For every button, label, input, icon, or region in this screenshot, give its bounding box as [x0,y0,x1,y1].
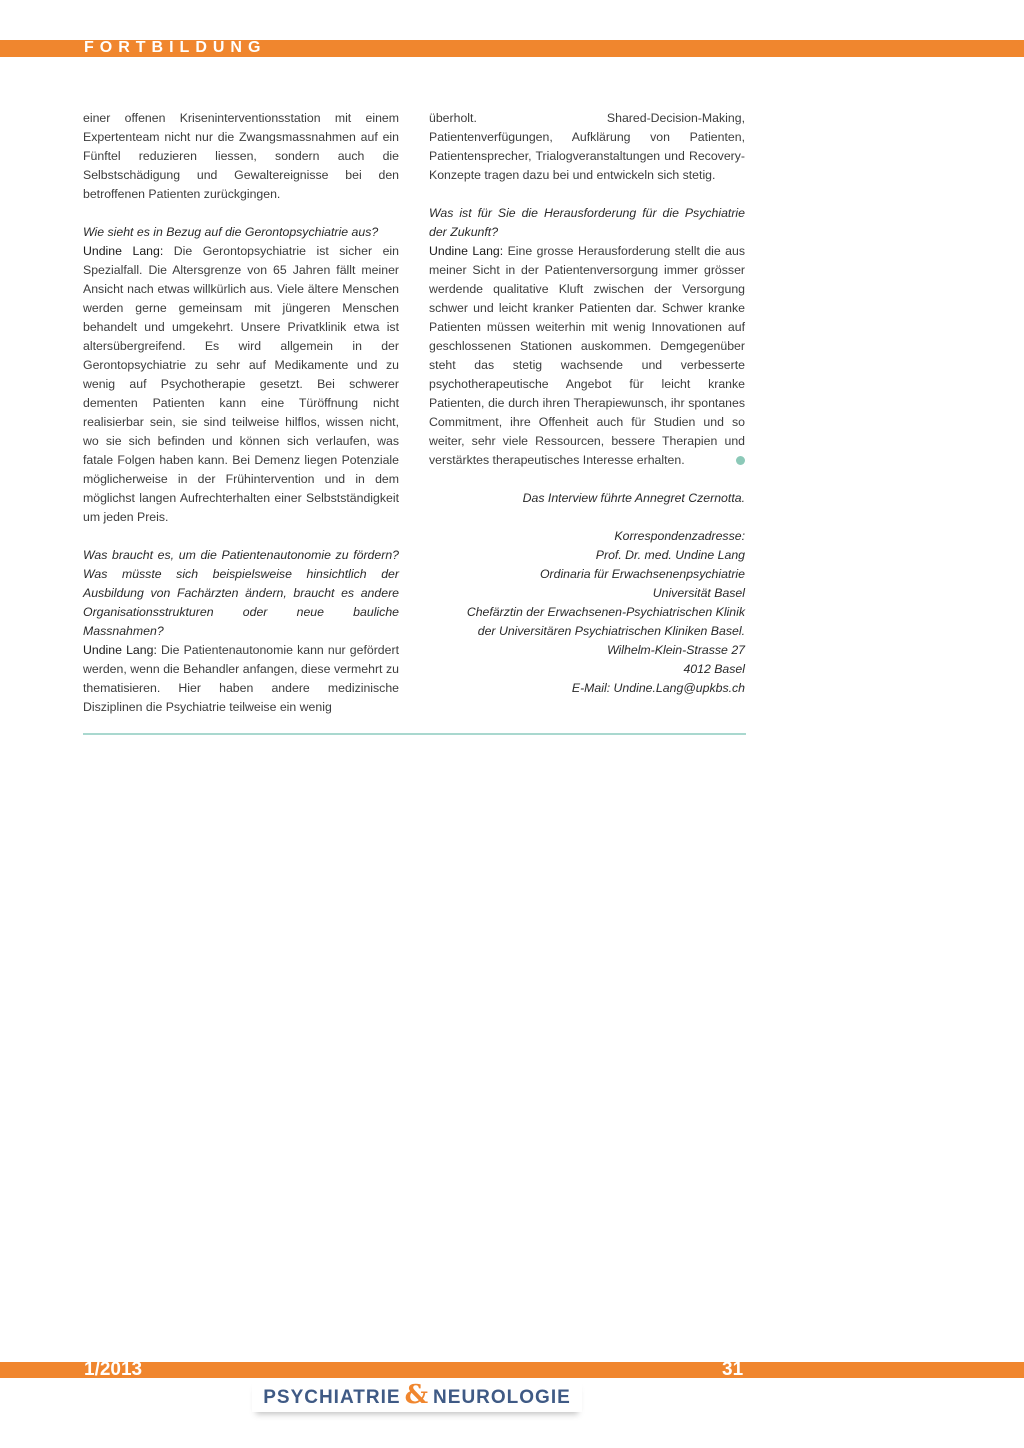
contact-line: Ordinaria für Erwachsenenpsychiatrie [539,567,745,581]
speaker-name: Undine Lang: [429,244,504,258]
contact-line: Wilhelm-Klein-Strasse 27 [607,643,745,657]
contact-line: Universität Basel [652,586,745,600]
journal-logo [252,1378,582,1412]
answer-paragraph [83,641,399,717]
interview-question: Was braucht es, um die Patientenautonomie zu fördern? Was müsste sich beispielsweise hinsichtlich der Ausbildung von Fachärzten ändern, braucht es andere Organisationsstrukturen oder neue bauliche Massnahmen? [83,548,399,638]
contact-line: Prof. Dr. med. Undine Lang [595,548,745,562]
interview-question: Was ist für Sie die Herausforderung für die Psychiatrie der Zukunft? [429,206,745,239]
contact-block [429,527,745,698]
answer-text: Die Patientenautonomie kann nur gefördert werden, wenn die Behandler anfangen, diese vermehrt zu thematisieren. Hier haben andere medizinische Disziplinen die Psychiatrie teilweise ein wenig [83,643,399,714]
ampersand: & [404,1380,430,1410]
end-mark-icon [736,456,745,465]
answer-paragraph [429,242,745,470]
contact-line: Chefärztin der Erwachsenen-Psychiatrischen Klinik [466,605,745,619]
right-column [429,109,745,698]
answer-text: Die Gerontopsychiatrie ist sicher ein Spezialfall. Die Altersgrenze von 65 Jahren fällt meiner Ansicht nach etwas willkürlich aus. Viele ältere Menschen werden gerne gemeinsam mit jüngeren Menschen behandelt und umgekehrt. Unsere Privatklinik etwa ist altersübergreifend. Es wird allgemein in der Gerontopsychiatrie zu sehr auf Medikamente und zu wenig auf Psychotherapie gesetzt. Bei schwerer dementen Patienten kann eine Türöffnung nicht realisierbar sein, sie sind teilweise hilflos, wissen nicht, wo sie sich befinden und können sich verlaufen, was fatale Folgen haben kann. Bei Demenz liegen Potenziale möglicherweise in der Frühintervention und in dem möglichst langen Aufrechterhalten einer Selbstständigkeit um jeden Preis. [83,244,399,524]
speaker-name: Undine Lang: [83,244,164,258]
contact-line: Korrespondenzadresse: [614,529,745,543]
interview-credit: Das Interview führte Annegret Czernotta. [522,491,745,505]
answer-paragraph [83,242,399,527]
journal-name [263,1382,571,1411]
footer-bar [0,1362,1024,1378]
answer-text: Eine grosse Herausforderung stellt die aus meiner Sicht in der Patientenversorgung immer grösser werdende qualitative Kluft zwischen der Versorgung schwer und leicht kranker Patienten dar. Schwer kranke Patienten müssen weiterhin mit wenig Innovationen auf geschlossenen Stationen auskommen. Demgegenüber steht das stetig wachsende und verbesserte psychotherapeutische Angebot für leicht kranke Patienten, die durch ihren Therapiewunsch, ihr spontanes Commitment, ihre Offenheit auch für Studien und so weiter, sehr viele Ressourcen, bessere Therapien und verstärktes therapeutisches Interesse erhalten. [429,244,745,467]
left-column [83,109,399,717]
page-number: 31 [722,1359,744,1380]
issue-number: 1/2013 [84,1359,143,1380]
contact-email: E-Mail: Undine.Lang@upkbs.ch [571,681,745,695]
paragraph: überholt. Shared-Decision-Making, Patientenverfügungen, Aufklärung von Patienten, Patientensprecher, Trialogveranstaltungen und Recovery-Konzepte tragen dazu bei und entwickeln sich stetig. [429,111,745,182]
contact-line: der Universitären Psychiatrischen Kliniken Basel. [477,624,745,638]
speaker-name: Undine Lang: [83,643,157,657]
journal-name-left: PSYCHIATRIE [263,1387,401,1408]
divider [83,733,746,735]
contact-line: 4012 Basel [683,662,745,676]
section-label: FORTBILDUNG [84,39,267,56]
journal-name-right: NEUROLOGIE [433,1387,571,1408]
paragraph: einer offenen Kriseninterventionsstation mit einem Expertenteam nicht nur die Zwangsmassnahmen auf ein Fünftel reduzieren liessen, sondern auch die Selbstschädigung und Gewaltereignisse bei den betroffenen Patienten zurückgingen. [83,111,399,201]
interview-question: Wie sieht es in Bezug auf die Gerontopsychiatrie aus? [83,225,379,239]
